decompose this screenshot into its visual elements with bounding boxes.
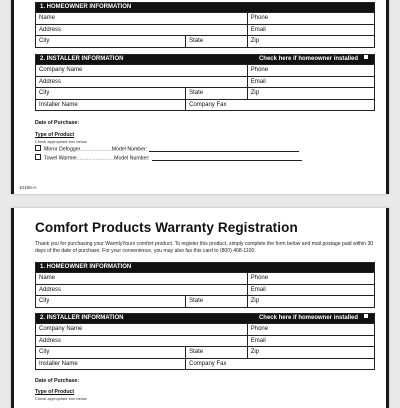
installer-name-field[interactable]: Installer Name [39,101,78,108]
phone-field[interactable]: Phone [247,324,374,335]
zip-field[interactable]: Zip [247,296,374,307]
model-number-label: Model Number: [111,146,148,153]
product-row-towel-warmer [35,155,302,161]
date-of-purchase-label: Date of Purchase: [35,378,80,384]
leader-dots: ...................... [80,146,112,153]
card-edge-mark [386,0,389,194]
zip-field[interactable]: Zip [247,88,374,99]
name-field[interactable]: Name [39,275,56,281]
homeowner-section [35,262,375,308]
card-edge-mark [11,208,14,408]
state-field[interactable]: State [185,296,247,307]
registration-card-bottom [11,208,389,408]
section-heading [36,314,374,323]
installer-section [35,54,375,111]
check-box-note: Check appropriate box below [35,139,87,144]
state-field[interactable]: State [185,347,247,358]
company-fax-field[interactable]: Company Fax [185,100,374,111]
leader-dots: .......................... [76,155,115,162]
check-box-note: Check appropriate box below [35,396,87,401]
company-name-field[interactable]: Company Name [39,326,83,332]
company-fax-field[interactable]: Company Fax [185,359,374,370]
address-field[interactable]: Address [39,26,62,33]
state-field[interactable]: State [185,88,247,99]
homeowner-installed-checkbox[interactable] [364,55,368,59]
homeowner-installed-note [259,314,368,323]
city-field[interactable]: City [39,38,50,44]
section-heading [36,55,374,64]
homeowner-installed-label: Check here if homeowner installed [258,56,358,62]
registration-card-top [11,0,389,194]
section-heading-label: 2. INSTALLER INFORMATION [40,56,124,62]
phone-field[interactable]: Phone [247,273,374,284]
intro-text: Thank you for purchasing your WarmlyYours comfort product. To register this product, simply complete the form below and mail postage paid within 30 days of the date of purchase. For your convenience, you may also fax this card to (800) 408-1100. [35,241,374,254]
section-heading-label: 2. INSTALLER INFORMATION [40,315,124,321]
homeowner-installed-label: Check here if homeowner installed [258,315,358,321]
city-field[interactable]: City [39,298,50,304]
company-name-field[interactable]: Company Name [39,67,83,73]
type-of-product-label: Type of Product [35,389,75,395]
installer-name-field[interactable]: Installer Name [39,360,78,367]
email-field[interactable]: Email [247,25,374,36]
address-field[interactable]: Address [39,337,62,344]
state-field[interactable]: State [185,36,247,47]
email-field[interactable]: Email [247,285,374,296]
model-number-line[interactable] [149,146,299,152]
name-field[interactable]: Name [39,15,56,21]
card-edge-mark [386,208,389,408]
phone-field[interactable]: Phone [247,13,374,24]
product-name: Mirror Defogger [44,146,81,153]
email-field[interactable]: Email [247,77,374,88]
zip-field[interactable]: Zip [247,347,374,358]
mirror-defogger-checkbox[interactable] [35,145,41,151]
homeowner-installed-note [259,55,368,64]
homeowner-installed-checkbox[interactable] [364,314,368,318]
product-name: Towel Warmer [44,155,77,162]
address-field[interactable]: Address [39,286,62,293]
homeowner-section [35,2,375,48]
model-number-line[interactable] [152,155,302,161]
product-row-mirror-defogger [35,146,299,152]
towel-warmer-checkbox[interactable] [35,154,41,160]
form-code: 10195-A [19,185,37,190]
page-title: Comfort Products Warranty Registration [35,220,298,235]
section-heading: 1. HOMEOWNER INFORMATION [36,3,374,12]
email-field[interactable]: Email [247,336,374,347]
model-number-label: Model Number: [114,155,150,162]
zip-field[interactable]: Zip [247,36,374,47]
phone-field[interactable]: Phone [247,65,374,76]
card-edge-mark [11,0,14,194]
type-of-product-label: Type of Product [35,132,75,138]
address-field[interactable]: Address [39,78,62,85]
section-heading: 1. HOMEOWNER INFORMATION [36,263,374,272]
city-field[interactable]: City [39,349,50,355]
city-field[interactable]: City [39,90,50,96]
installer-section [35,313,375,370]
date-of-purchase-label: Date of Purchase: [35,120,80,126]
